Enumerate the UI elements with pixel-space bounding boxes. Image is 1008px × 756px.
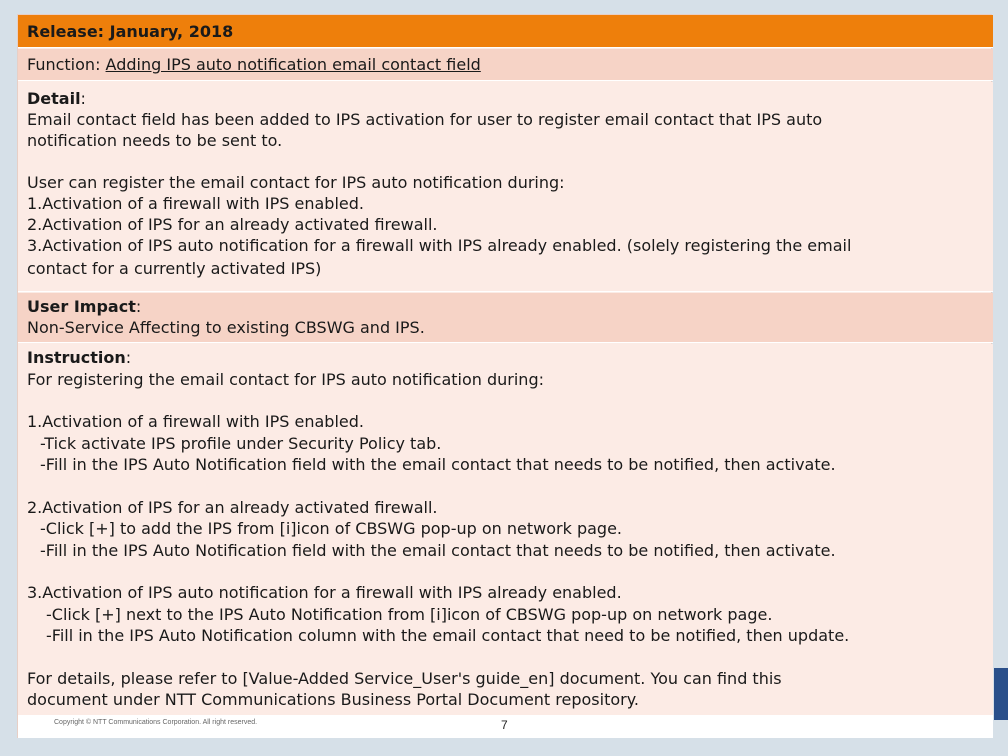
detail-section: Detail: Email contact field has been added to IPS activation for user to register email contact that IPS auto notification needs to be sent to. User can register the email contact for IPS auto notification during: 1.Activation of a firewall with IPS enabled. 2.Activation of IPS for an already activated firewall. 3.Activation of IPS auto notification for a firewall with IPS already enabled. (solely registering the email contact for a currently activated IPS): [18, 82, 993, 292]
detail-line: contact for a currently activated IPS): [27, 259, 322, 278]
instruction-label: Instruction: [27, 348, 126, 367]
instruction-step: -Click [+] to add the IPS from [i]icon of CBSWG pop-up on network page.: [40, 519, 622, 538]
instruction-item-heading: 3.Activation of IPS auto notification for a firewall with IPS already enabled.: [27, 583, 622, 602]
instruction-step: -Fill in the IPS Auto Notification field with the email contact that needs to be notified, then activate.: [40, 455, 836, 474]
copyright-text: Copyright © NTT Communications Corporation. All right reserved.: [54, 719, 258, 726]
detail-line: 3.Activation of IPS auto notification for a firewall with IPS already enabled. (solely registering the email: [27, 236, 852, 255]
details-reference-line: document under NTT Communications Business Portal Document repository.: [27, 690, 639, 709]
detail-line: Email contact field has been added to IPS activation for user to register email contact that IPS auto: [27, 110, 823, 129]
footer: [18, 716, 993, 738]
instruction-item-heading: 1.Activation of a firewall with IPS enabled.: [27, 412, 364, 431]
user-impact-section: User Impact: Non-Service Affecting to existing CBSWG and IPS.: [18, 293, 993, 343]
function-label: Function: [27, 55, 96, 74]
detail-line: notification needs to be sent to.: [27, 131, 283, 150]
detail-line: 2.Activation of IPS for an already activated firewall.: [27, 215, 438, 234]
instruction-step: -Fill in the IPS Auto Notification field with the email contact that needs to be notified, then activate.: [40, 540, 836, 560]
instruction-item-heading: 2.Activation of IPS for an already activated firewall.: [27, 497, 438, 517]
function-title: Adding IPS auto notification email contact field: [105, 55, 481, 74]
instruction-step: -Click [+] next to the IPS Auto Notification from [i]icon of CBSWG pop-up on network page.: [46, 604, 773, 624]
user-impact-label: User Impact: [27, 297, 136, 316]
instruction-step: -Tick activate IPS profile under Security Policy tab.: [40, 433, 442, 453]
detail-line: 1.Activation of a firewall with IPS enabled.: [27, 194, 364, 213]
user-impact-text: Non-Service Affecting to existing CBSWG and IPS.: [27, 318, 425, 337]
release-header: [18, 15, 993, 48]
instruction-intro: For registering the email contact for IPS auto notification during:: [27, 369, 544, 389]
detail-label: Detail: [27, 89, 81, 108]
page-number: 7: [501, 718, 508, 732]
function-row: Function: Adding IPS auto notification email contact field: [18, 49, 993, 81]
detail-line: User can register the email contact for IPS auto notification during:: [27, 173, 565, 192]
details-reference-line: For details, please refer to [Value-Added Service_User's guide_en] document. You can find this: [27, 668, 782, 688]
release-text: Release: January, 2018: [27, 22, 234, 41]
release-note-slide: [17, 14, 992, 738]
right-edge-accent: [994, 668, 1008, 720]
instruction-step: -Fill in the IPS Auto Notification column with the email contact that need to be notified, then update.: [46, 626, 850, 645]
instruction-section: Instruction: For registering the email contact for IPS auto notification during: 1.Activation of a firewall with IPS enabled. -Tick activate IPS profile under Security Policy tab. -Fill in the IPS Auto Notification field with the email contact that needs to be notified, then activate. 2.Activation of IPS for an already activated firewall. -Click [+] to add the IPS from [i]icon of CBSWG pop-up on network page. -Fill in the IPS Auto Notification field with the email contact that needs to be notified, then activate. 3.Activation of IPS auto notification for a firewall with IPS already enabled. -Click [+] next to the IPS Auto Notification from [i]icon of CBSWG pop-up on network page. -Fill in the IPS Auto Notification column with the email contact that need to be notified, then update. For details, please refer to [Value-Added Service_User's guide_en] document. You can find this document under NTT Communications Business Portal Document repository.: [18, 344, 993, 716]
